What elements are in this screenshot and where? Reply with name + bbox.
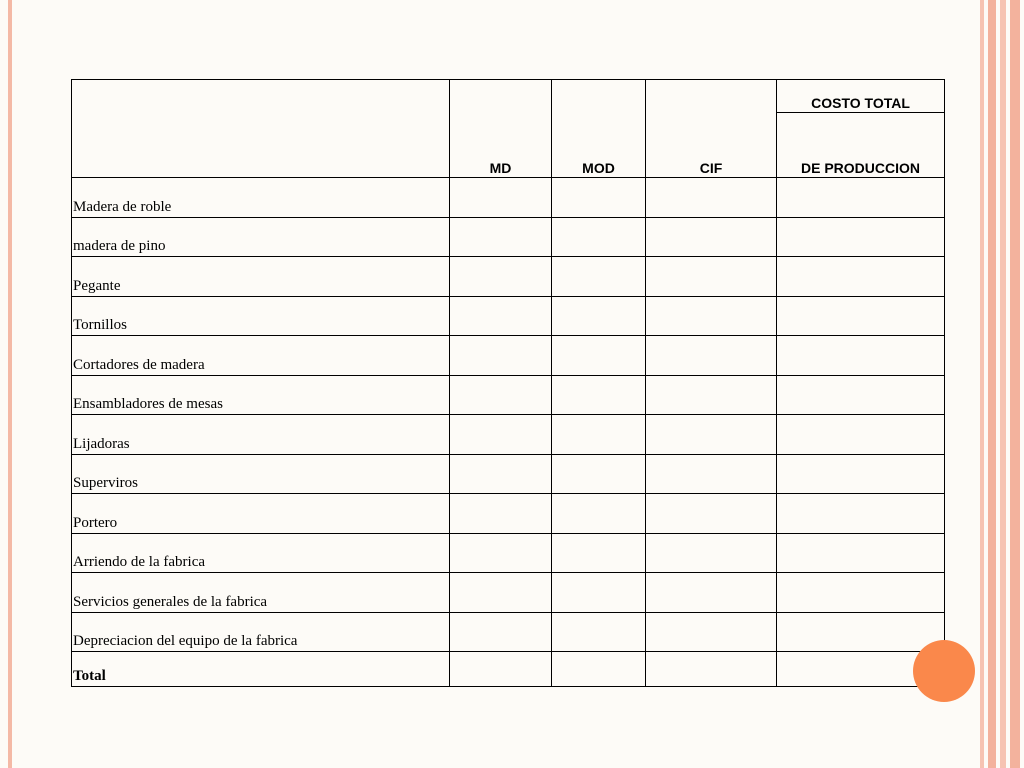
cell-total [777,612,945,652]
cell-cif [646,494,777,534]
table-row [72,573,945,613]
cell-mod [552,257,646,297]
table-row [72,257,945,297]
cell-md [450,257,552,297]
row-label: Madera de roble [72,178,450,218]
cell-mod [552,217,646,257]
table-row [72,612,945,652]
table-row [72,494,945,534]
table-row [72,375,945,415]
cell-mod [552,415,646,455]
table-row [72,296,945,336]
cell-md [450,375,552,415]
header-total-top: COSTO TOTAL [777,80,945,113]
row-label: Tornillos [72,296,450,336]
row-label: Depreciacion del equipo de la fabrica [72,612,450,652]
cell-mod [552,612,646,652]
row-label: Ensambladores de mesas [72,375,450,415]
cell-cif [646,375,777,415]
table-row [72,217,945,257]
table-row [72,178,945,218]
cell-total [777,533,945,573]
table-row [72,415,945,455]
cell-md [450,533,552,573]
cell-total [777,375,945,415]
table-row [72,533,945,573]
cell-total [777,296,945,336]
cell-total [777,336,945,376]
total-md-cell [450,652,552,687]
cell-md [450,217,552,257]
cell-total [777,415,945,455]
header-mod: MOD [552,80,646,178]
cell-cif [646,257,777,297]
header-md: MD [450,80,552,178]
row-label: Servicios generales de la fabrica [72,573,450,613]
cell-cif [646,573,777,613]
table-body [72,178,945,652]
cell-total [777,217,945,257]
cell-md [450,178,552,218]
right-frame-stripes [974,0,1024,768]
cell-total [777,573,945,613]
cell-md [450,296,552,336]
row-label: madera de pino [72,217,450,257]
cell-md [450,494,552,534]
row-label: Portero [72,494,450,534]
cell-cif [646,415,777,455]
row-label: Lijadoras [72,415,450,455]
total-cif-cell [646,652,777,687]
cell-mod [552,533,646,573]
cell-total [777,494,945,534]
cell-cif [646,454,777,494]
cell-cif [646,336,777,376]
cell-cif [646,178,777,218]
row-label: Pegante [72,257,450,297]
cell-mod [552,336,646,376]
cell-cif [646,217,777,257]
table-row [72,336,945,376]
cell-cif [646,612,777,652]
cell-cif [646,533,777,573]
total-mod-cell [552,652,646,687]
cost-table [71,79,945,687]
cell-mod [552,494,646,534]
cell-md [450,336,552,376]
cell-mod [552,573,646,613]
row-label: Arriendo de la fabrica [72,533,450,573]
header-cif: CIF [646,80,777,178]
cell-md [450,612,552,652]
table-row [72,454,945,494]
cell-cif [646,296,777,336]
left-frame-line [8,0,12,768]
cell-mod [552,375,646,415]
cell-md [450,573,552,613]
header-blank-cell [72,80,450,178]
accent-circle [913,640,975,702]
total-row-label: Total [72,652,450,687]
cell-mod [552,454,646,494]
cell-total [777,454,945,494]
cell-mod [552,178,646,218]
cell-mod [552,296,646,336]
row-label: Cortadores de madera [72,336,450,376]
cell-md [450,415,552,455]
cell-total [777,178,945,218]
cell-total [777,257,945,297]
header-total-bottom: DE PRODUCCION [777,113,945,178]
row-label: Superviros [72,454,450,494]
cell-md [450,454,552,494]
